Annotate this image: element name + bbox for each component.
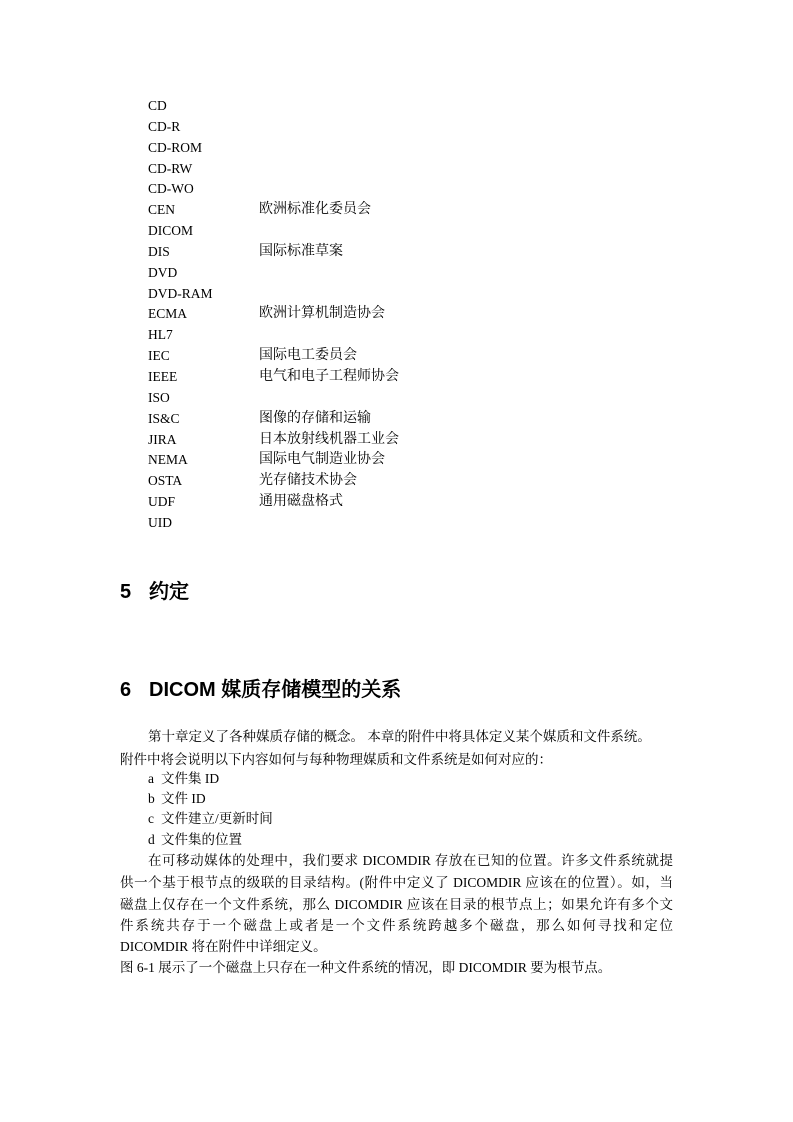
abbreviation-row bbox=[148, 513, 568, 534]
paragraph-line: 磁盘上仅存在一个文件系统，那么 DICOMDIR 应该在目录的根节点上；如果允许有多个文 bbox=[120, 897, 673, 912]
abbreviation-row bbox=[148, 430, 568, 451]
list-item bbox=[148, 769, 219, 789]
abbreviation-term: UDF bbox=[148, 494, 176, 510]
list-item-text: 文件建立/更新时间 bbox=[161, 811, 273, 826]
abbreviation-term: DICOM bbox=[148, 223, 194, 239]
abbreviation-definition: 通用磁盘格式 bbox=[259, 494, 343, 510]
abbreviation-row bbox=[148, 346, 568, 367]
abbreviation-term: ISO bbox=[148, 389, 170, 405]
list-item bbox=[148, 830, 242, 850]
abbreviation-term: JIRA bbox=[148, 431, 177, 447]
paragraph-line: DICOMDIR 将在附件中详细定义。 bbox=[120, 939, 327, 954]
abbreviation-row bbox=[148, 221, 568, 242]
paragraph-line: 附件中将会说明以下内容如何与每种物理媒质和文件系统是如何对应的： bbox=[120, 752, 552, 767]
abbreviation-term: CD-ROM bbox=[148, 139, 203, 155]
abbreviation-term: NEMA bbox=[148, 452, 188, 468]
paragraph-line: 第十章定义了各种媒质存储的概念。 本章的附件中将具体定义某个媒质和文件系统。 bbox=[148, 729, 651, 744]
abbreviation-row bbox=[148, 492, 568, 513]
abbreviation-term: CD-RW bbox=[148, 160, 193, 176]
abbreviation-definition: 国际标准草案 bbox=[259, 243, 343, 259]
section-number: 5 bbox=[120, 581, 132, 603]
abbreviation-definition: 国际电气制造业协会 bbox=[259, 452, 385, 468]
abbreviation-definition: 电气和电子工程师协会 bbox=[259, 368, 399, 384]
list-item-label: d bbox=[148, 832, 155, 847]
abbreviation-term: DVD-RAM bbox=[148, 285, 213, 301]
list-item bbox=[148, 789, 206, 809]
section-6-heading bbox=[120, 678, 401, 702]
abbreviation-row bbox=[148, 96, 568, 117]
abbreviation-term: IEEE bbox=[148, 368, 178, 384]
list-item-label: b bbox=[148, 791, 155, 806]
section-5-heading bbox=[120, 580, 189, 604]
list-item bbox=[148, 809, 273, 829]
list-item-text: 文件集的位置 bbox=[161, 832, 242, 847]
abbreviation-row bbox=[148, 138, 568, 159]
abbreviation-row bbox=[148, 471, 568, 492]
abbreviation-list bbox=[148, 96, 568, 534]
abbreviation-definition: 欧洲标准化委员会 bbox=[259, 202, 371, 218]
paragraph-line: 供一个基于根节点的级联的目录结构。(附件中定义了 DICOMDIR 应该在的位置）。如，当 bbox=[120, 875, 673, 890]
abbreviation-term: HL7 bbox=[148, 327, 173, 343]
abbreviation-row bbox=[148, 200, 568, 221]
abbreviation-term: IS&C bbox=[148, 410, 180, 426]
paragraph-line: 件系统共存于一个磁盘上或者是一个文件系统跨越多个磁盘，那么如何寻找和定位 bbox=[120, 918, 673, 933]
abbreviation-term: OSTA bbox=[148, 473, 183, 489]
abbreviation-row bbox=[148, 325, 568, 346]
section-title: 约定 bbox=[149, 581, 189, 603]
abbreviation-row bbox=[148, 367, 568, 388]
abbreviation-row bbox=[148, 409, 568, 430]
section-title: DICOM 媒质存储模型的关系 bbox=[149, 679, 402, 701]
abbreviation-term: CD-WO bbox=[148, 181, 194, 197]
list-item-text: 文件集 ID bbox=[161, 771, 220, 786]
abbreviation-definition: 光存储技术协会 bbox=[259, 473, 357, 489]
list-item-label: a bbox=[148, 771, 154, 786]
abbreviation-term: DVD bbox=[148, 264, 178, 280]
abbreviation-term: UID bbox=[148, 514, 172, 530]
abbreviation-row bbox=[148, 450, 568, 471]
figure-reference: 图 6-1 展示了一个磁盘上只存在一种文件系统的情况，即 DICOMDIR 要为根节点。 bbox=[120, 960, 612, 975]
list-item-text: 文件 ID bbox=[161, 791, 206, 806]
paragraph-line: 在可移动媒体的处理中，我们要求 DICOMDIR 存放在已知的位置。许多文件系统就提 bbox=[148, 853, 673, 868]
abbreviation-definition: 图像的存储和运输 bbox=[259, 410, 371, 426]
abbreviation-definition: 日本放射线机器工业会 bbox=[259, 431, 399, 447]
abbreviation-term: CEN bbox=[148, 202, 175, 218]
abbreviation-row bbox=[148, 284, 568, 305]
abbreviation-row bbox=[148, 179, 568, 200]
abbreviation-row bbox=[148, 117, 568, 138]
abbreviation-row bbox=[148, 388, 568, 409]
list-item-label: c bbox=[148, 811, 154, 826]
abbreviation-definition: 欧洲计算机制造协会 bbox=[259, 306, 385, 322]
abbreviation-row bbox=[148, 159, 568, 180]
abbreviation-row bbox=[148, 263, 568, 284]
section-number: 6 bbox=[120, 679, 132, 701]
abbreviation-term: CD-R bbox=[148, 118, 181, 134]
abbreviation-definition: 国际电工委员会 bbox=[259, 348, 357, 364]
abbreviation-row bbox=[148, 242, 568, 263]
abbreviation-term: DIS bbox=[148, 243, 170, 259]
abbreviation-term: IEC bbox=[148, 348, 170, 364]
abbreviation-row bbox=[148, 304, 568, 325]
abbreviation-term: CD bbox=[148, 98, 167, 113]
abbreviation-term: ECMA bbox=[148, 306, 188, 322]
